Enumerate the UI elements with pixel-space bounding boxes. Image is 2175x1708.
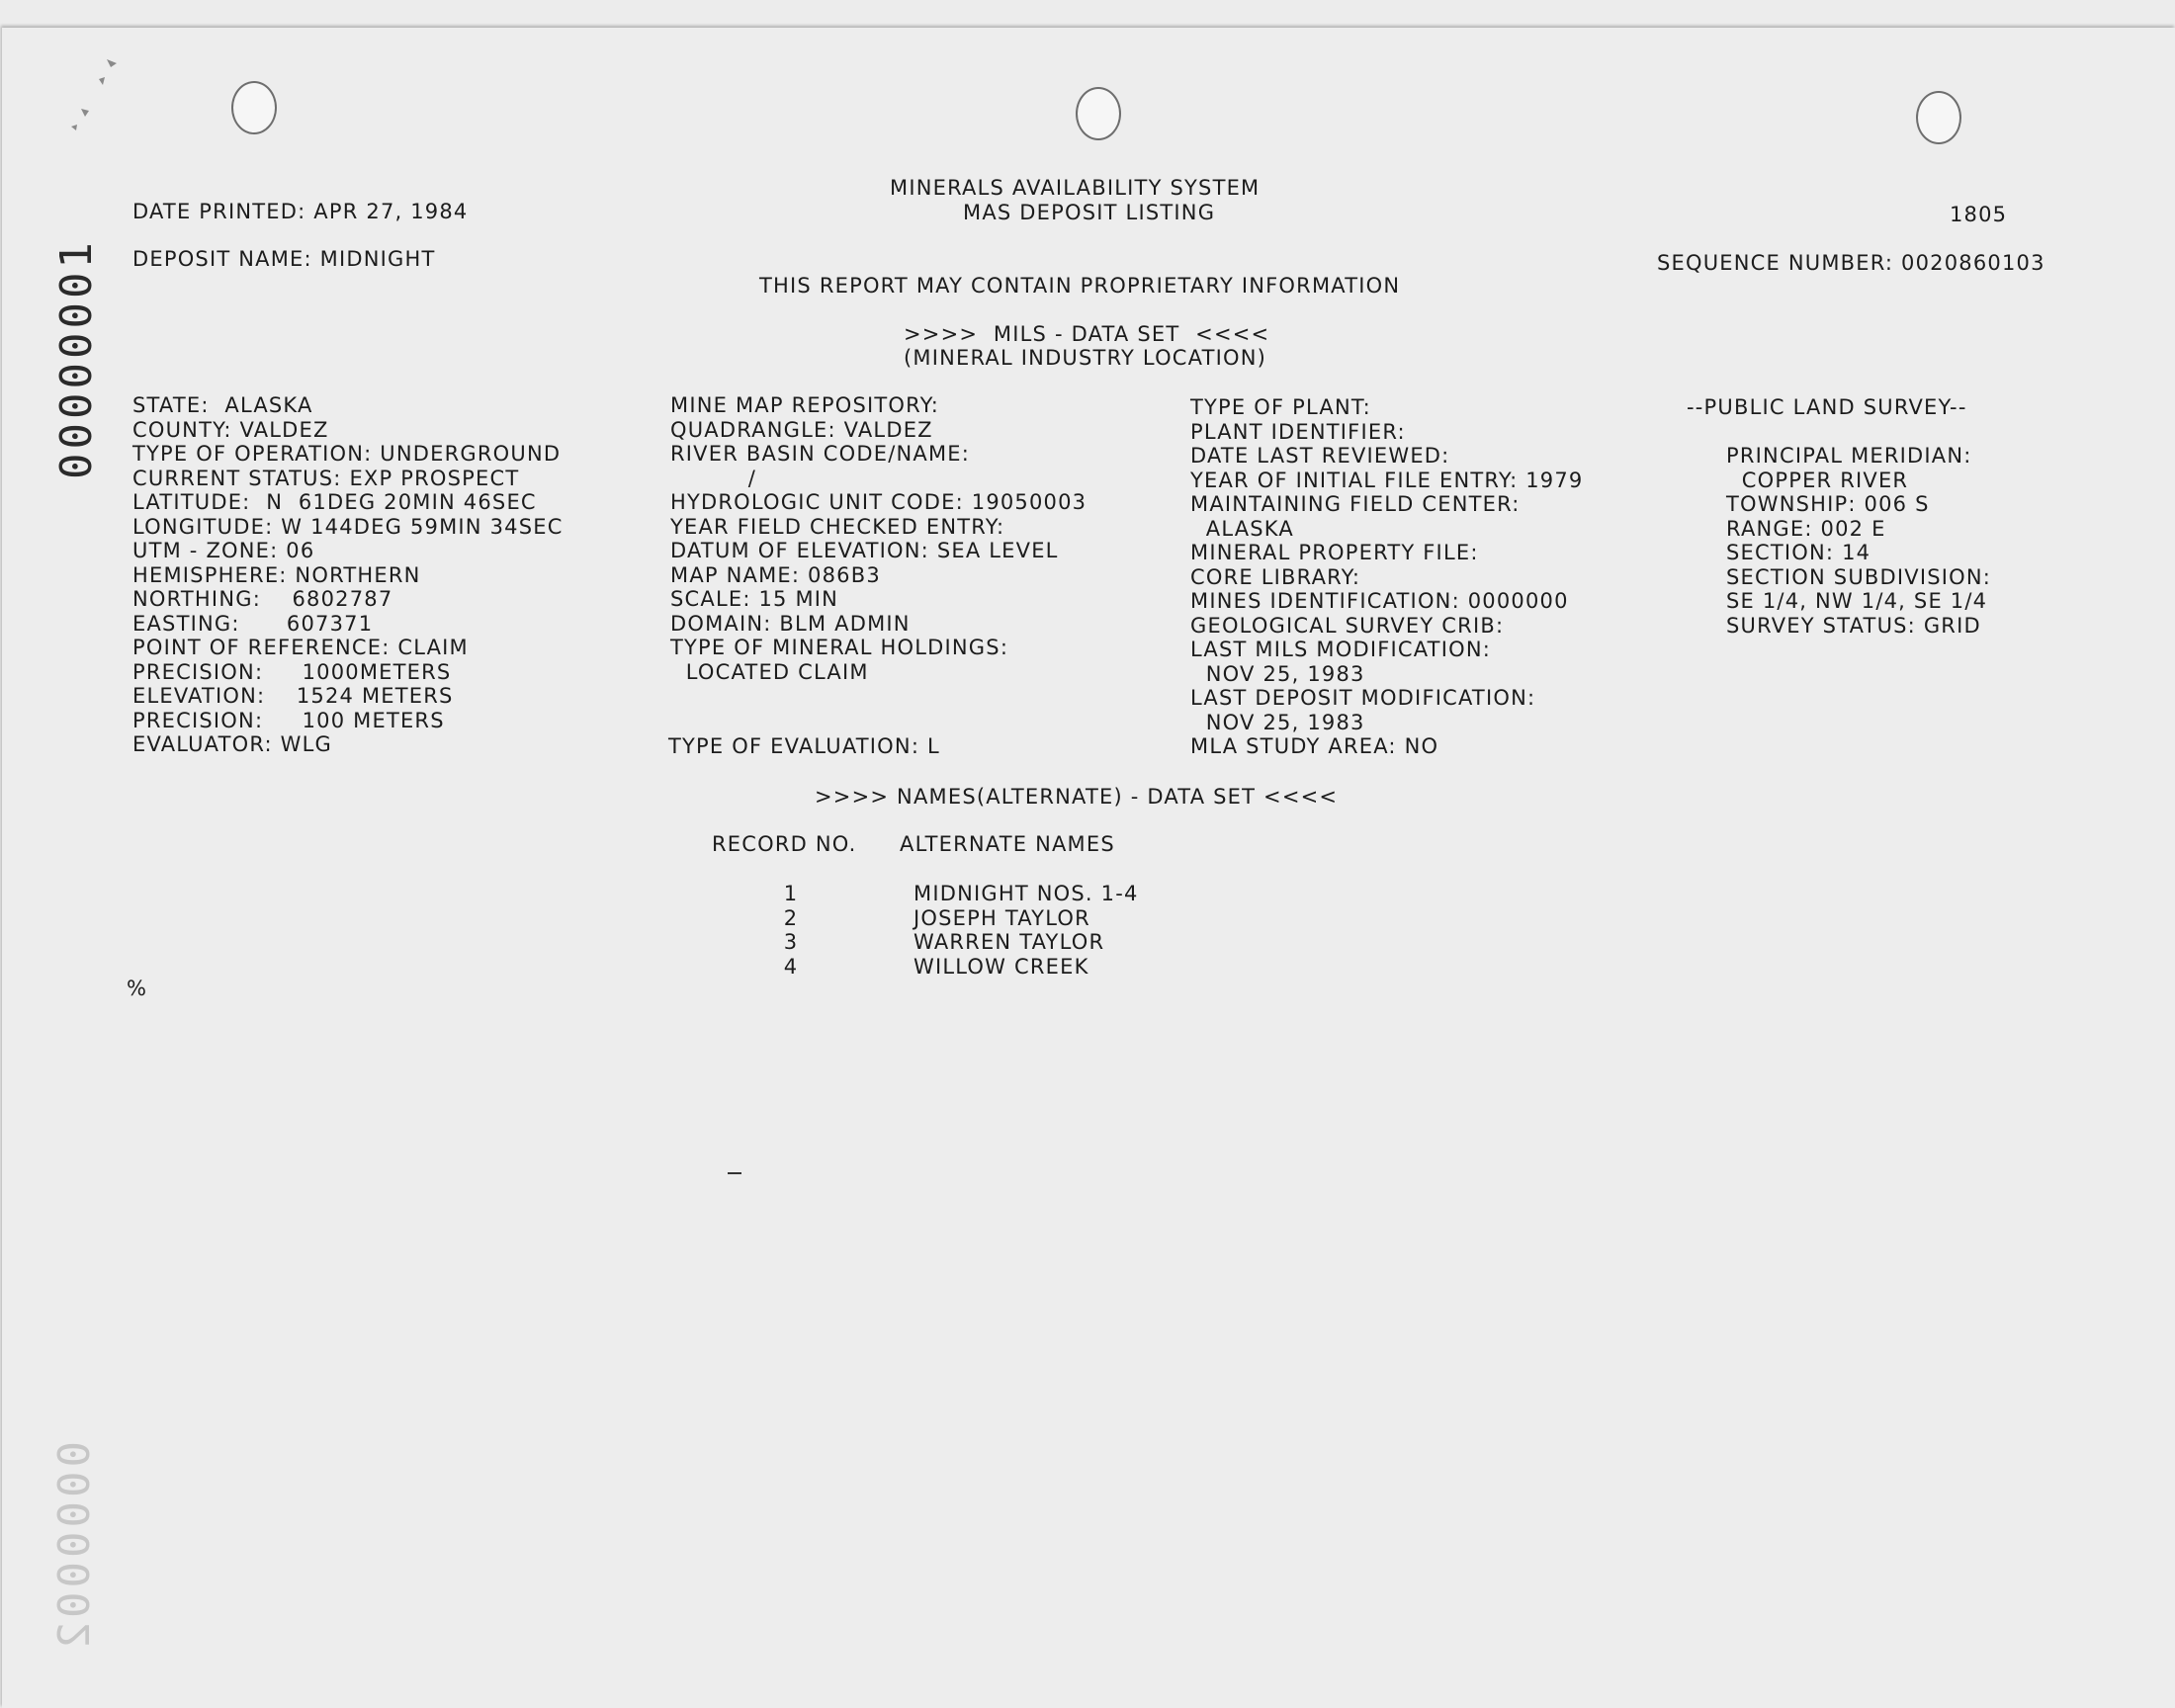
stray-dash-mark — [728, 1172, 741, 1174]
field-line: QUADRANGLE: VALDEZ — [670, 417, 933, 442]
field-line: / — [670, 466, 757, 490]
field-line: POINT OF REFERENCE: CLAIM — [132, 636, 469, 659]
field-line: LATITUDE: N 61DEG 20MIN 46SEC — [132, 490, 537, 514]
record-number: 1 — [783, 882, 799, 905]
dataset-subtitle: (MINERAL INDUSTRY LOCATION) — [904, 346, 1267, 370]
land-survey-heading: --PUBLIC LAND SURVEY-- — [1687, 395, 1967, 419]
field-line: PRECISION: 100 METERS — [132, 708, 445, 732]
proprietary-notice: THIS REPORT MAY CONTAIN PROPRIETARY INFORMATION — [759, 274, 1401, 298]
field-line: DATE LAST REVIEWED: — [1190, 444, 1450, 468]
field-line: HYDROLOGIC UNIT CODE: 19050003 — [670, 490, 1088, 514]
alternate-name: WARREN TAYLOR — [914, 930, 1105, 954]
field-line: YEAR OF INITIAL FILE ENTRY: 1979 — [1190, 468, 1584, 492]
field-line: RANGE: 002 E — [1726, 516, 1886, 541]
field-line: LONGITUDE: W 144DEG 59MIN 34SEC — [132, 514, 564, 539]
record-number: 3 — [783, 930, 799, 954]
field-line: GEOLOGICAL SURVEY CRIB: — [1190, 613, 1505, 638]
deposit-name: DEPOSIT NAME: MIDNIGHT — [132, 247, 436, 271]
field-line: SECTION SUBDIVISION: — [1726, 564, 1992, 589]
field-line: TYPE OF OPERATION: UNDERGROUND — [132, 442, 562, 466]
field-line: PRECISION: 1000METERS — [132, 659, 452, 684]
alternate-name: WILLOW CREEK — [914, 954, 1089, 979]
punch-hole-right — [1916, 91, 1961, 144]
field-line: TYPE OF MINERAL HOLDINGS: — [670, 636, 1009, 659]
names-section-title: >>>> NAMES(ALTERNATE) - DATA SET <<<< — [815, 785, 1339, 809]
alternate-name: JOSEPH TAYLOR — [914, 905, 1090, 930]
field-line: TOWNSHIP: 006 S — [1726, 492, 1930, 516]
field-line: UTM - ZONE: 06 — [132, 539, 315, 562]
alternate-names-header: ALTERNATE NAMES — [900, 832, 1115, 856]
field-line: COPPER RIVER — [1726, 468, 1909, 492]
field-line: NORTHING: 6802787 — [132, 587, 393, 611]
field-line: SE 1/4, NW 1/4, SE 1/4 — [1726, 589, 1988, 613]
field-line: YEAR FIELD CHECKED ENTRY: — [670, 514, 1005, 539]
record-no-header: RECORD NO. — [712, 832, 857, 856]
field-line: CORE LIBRARY: — [1190, 564, 1361, 589]
field-line: STATE: ALASKA — [132, 393, 313, 417]
dataset-title: >>>> MILS - DATA SET <<<< — [904, 322, 1270, 346]
record-number: 2 — [783, 905, 799, 930]
field-line: COUNTY: VALDEZ — [132, 417, 329, 442]
field-line: MLA STUDY AREA: NO — [1190, 734, 1439, 758]
field-line: ALASKA — [1190, 516, 1294, 541]
field-line: MINES IDENTIFICATION: 0000000 — [1190, 589, 1569, 613]
field-line: TYPE OF EVALUATION: L — [668, 734, 940, 758]
faded-serial-stamp: 0000002 — [49, 1441, 100, 1653]
listing-title: MAS DEPOSIT LISTING — [963, 201, 1216, 224]
field-line: SCALE: 15 MIN — [670, 587, 839, 611]
field-line: DOMAIN: BLM ADMIN — [670, 611, 911, 636]
system-title: MINERALS AVAILABILITY SYSTEM — [890, 176, 1261, 200]
field-line: SURVEY STATUS: GRID — [1726, 613, 1981, 638]
punch-hole-center — [1076, 87, 1121, 140]
field-line: NOV 25, 1983 — [1190, 710, 1365, 734]
punch-hole-left — [231, 81, 277, 134]
field-line: LAST MILS MODIFICATION: — [1190, 638, 1492, 661]
field-line: MINERAL PROPERTY FILE: — [1190, 541, 1479, 564]
field-line: PRINCIPAL MERIDIAN: — [1726, 444, 1972, 468]
date-printed: DATE PRINTED: APR 27, 1984 — [132, 200, 469, 223]
footer-percent-mark: % — [127, 977, 148, 1000]
field-line: RIVER BASIN CODE/NAME: — [670, 442, 971, 466]
field-line: LAST DEPOSIT MODIFICATION: — [1190, 686, 1536, 710]
field-line: SECTION: 14 — [1726, 541, 1871, 564]
record-number: 4 — [783, 954, 799, 979]
page-number: 1805 — [1950, 203, 2008, 226]
side-serial-stamp: 00000001 — [51, 238, 102, 479]
field-line: EVALUATOR: WLG — [132, 732, 333, 756]
field-line: HEMISPHERE: NORTHERN — [132, 562, 421, 587]
field-line: MAP NAME: 086B3 — [670, 562, 881, 587]
field-line: MINE MAP REPOSITORY: — [670, 393, 940, 417]
alternate-name: MIDNIGHT NOS. 1-4 — [914, 882, 1139, 905]
sequence-number: SEQUENCE NUMBER: 0020860103 — [1657, 251, 2045, 275]
field-line: TYPE OF PLANT: — [1190, 395, 1371, 419]
field-line: NOV 25, 1983 — [1190, 661, 1365, 686]
paper-scuff-mark — [59, 49, 129, 138]
field-line: DATUM OF ELEVATION: SEA LEVEL — [670, 539, 1059, 562]
field-line: LOCATED CLAIM — [670, 659, 869, 684]
field-line: ELEVATION: 1524 METERS — [132, 684, 454, 708]
field-line: PLANT IDENTIFIER: — [1190, 419, 1406, 444]
field-line: CURRENT STATUS: EXP PROSPECT — [132, 466, 520, 490]
field-line: MAINTAINING FIELD CENTER: — [1190, 492, 1521, 516]
field-line: EASTING: 607371 — [132, 611, 374, 636]
